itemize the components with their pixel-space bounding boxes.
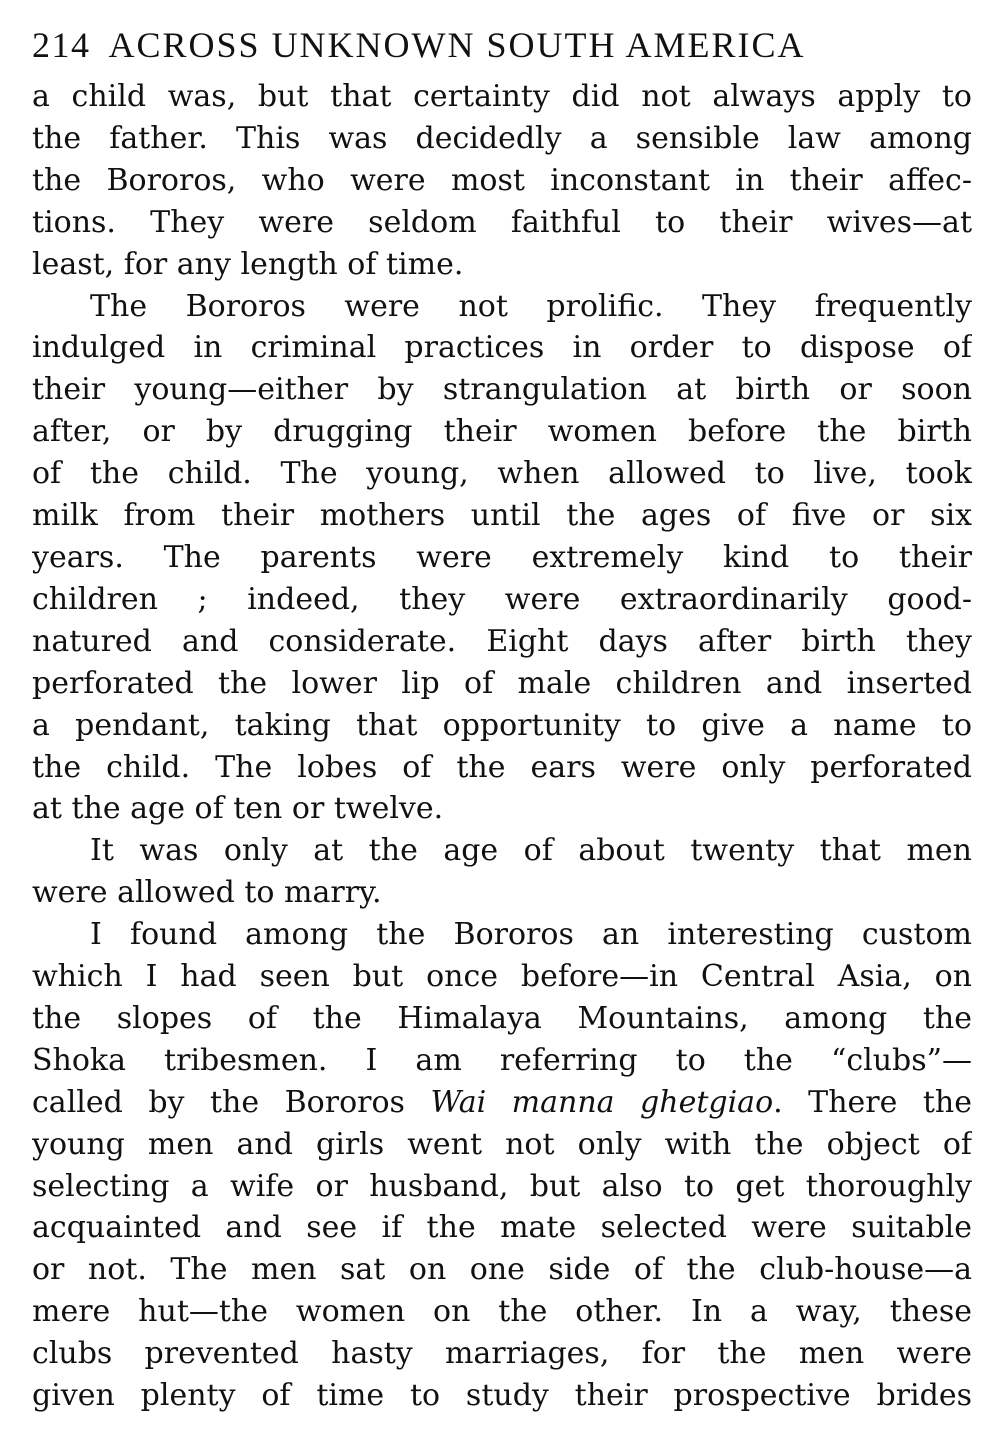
text-line: The Bororos were not prolific. They frequently — [90, 288, 972, 324]
page-number: 214 — [32, 25, 91, 65]
italic-term: Wai manna ghetgiao — [430, 1084, 774, 1120]
text-line: their young—either by strangulation at birth or soon — [32, 372, 972, 408]
text-line: the child. The lobes of the ears were only perforated — [32, 749, 972, 785]
text-line: which I had seen but once before—in Central Asia, on — [32, 959, 972, 995]
text-line: at the age of ten or twelve. — [32, 791, 444, 827]
text-line: of the child. The young, when allowed to live, took — [32, 456, 972, 492]
text-line: perforated the lower lip of male children and inserted — [32, 665, 972, 701]
text-line: milk from their mothers until the ages of five or six — [32, 498, 972, 534]
text-line: selecting a wife or husband, but also to get thoroughly — [32, 1168, 972, 1204]
text-line: the slopes of the Himalaya Mountains, among the — [32, 1000, 972, 1036]
running-head — [32, 24, 972, 76]
book-page — [32, 24, 972, 1417]
paragraph — [32, 914, 972, 1417]
running-title: ACROSS UNKNOWN SOUTH AMERICA — [108, 25, 806, 65]
text-line: indulged in criminal practices in order to dispose of — [32, 330, 972, 366]
text-line: mere hut—the women on the other. In a way, these — [32, 1294, 972, 1330]
text-run: called by the Bororos — [32, 1084, 405, 1120]
text-line: least, for any length of time. — [32, 246, 464, 282]
text-line: a pendant, taking that opportunity to give a name to — [32, 707, 972, 743]
text-line-with-italic — [32, 1082, 972, 1124]
body-text — [32, 76, 972, 1417]
text-line: Shoka tribesmen. I am referring to the “clubs”— — [32, 1042, 972, 1078]
text-run: . There the — [773, 1084, 972, 1120]
text-line: a child was, but that certainty did not always apply to — [32, 79, 972, 114]
text-line: given plenty of time to study their prospective brides — [32, 1378, 972, 1414]
text-line: acquainted and see if the mate selected were suitable — [32, 1210, 972, 1246]
text-line: natured and considerate. Eight days after birth they — [32, 623, 972, 659]
text-line: I found among the Bororos an interesting custom — [90, 917, 972, 953]
text-line: clubs prevented hasty marriages, for the men were — [32, 1336, 972, 1372]
text-line: after, or by drugging their women before the birth — [32, 414, 972, 450]
text-line: or not. The men sat on one side of the club-house—a — [32, 1252, 972, 1288]
text-line: tions. They were seldom faithful to their wives—at — [32, 204, 972, 240]
paragraph — [32, 830, 972, 914]
text-line: children ; indeed, they were extraordinarily good- — [32, 581, 972, 617]
text-line: It was only at the age of about twenty that men — [90, 833, 972, 869]
text-line: years. The parents were extremely kind to their — [32, 539, 972, 575]
text-line: young men and girls went not only with the object of — [32, 1126, 972, 1162]
text-line: the Bororos, who were most inconstant in their affec- — [32, 162, 972, 198]
paragraph — [32, 286, 972, 831]
text-line: were allowed to marry. — [32, 875, 382, 911]
paragraph — [32, 76, 972, 286]
text-line: the father. This was decidedly a sensible law among — [32, 120, 972, 156]
